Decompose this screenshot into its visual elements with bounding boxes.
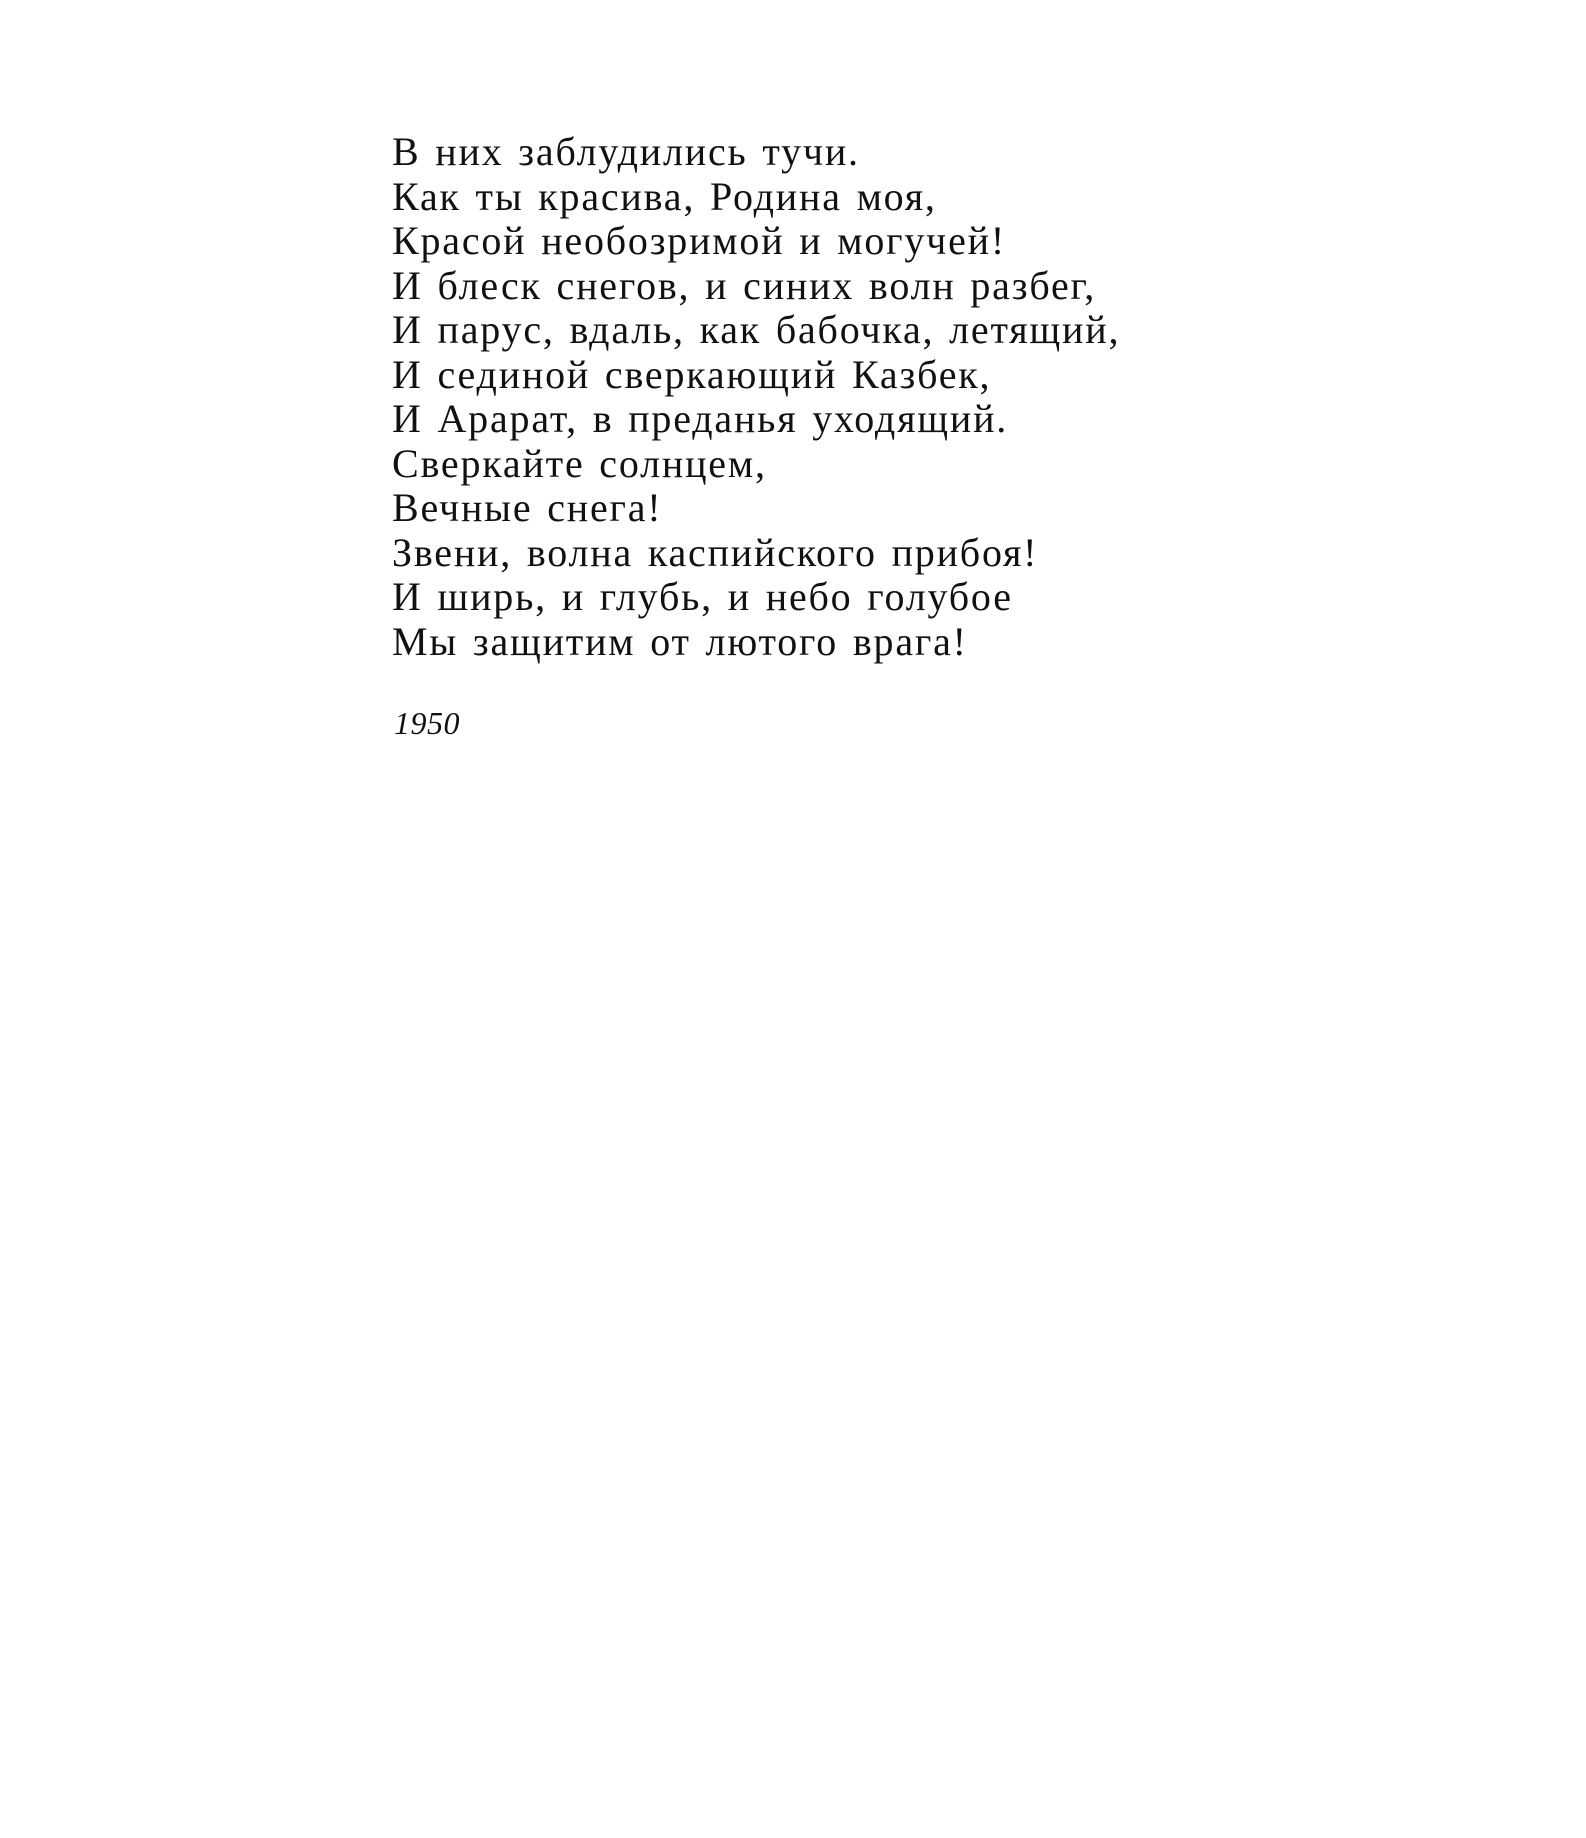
poem-line: И блеск снегов, и синих волн разбег, <box>392 262 1097 308</box>
poem-line: И ширь, и глубь, и небо голубое <box>392 574 1013 619</box>
poem-line: В них заблудились тучи. <box>392 129 860 174</box>
poem-text <box>392 130 1292 664</box>
poem-line: И сединой сверкающий Казбек, <box>392 351 992 397</box>
poem-line: Как ты красива, Родина моя, <box>392 173 937 219</box>
poem-line: Сверкайте солнцем, <box>392 440 767 486</box>
poem-line: И парус, вдаль, как бабочка, летящий, <box>392 307 1121 352</box>
poem-line: Звени, волна каспийского прибоя! <box>392 529 1039 575</box>
poem-date: 1950 <box>394 705 460 741</box>
poem-line: И Арарат, в преданья уходящий. <box>392 396 1009 441</box>
poem-line: Красой необозримой и могучей! <box>392 218 1006 263</box>
poem-line: Вечные снега! <box>392 485 663 530</box>
poem-line: Мы защитим от лютого врага! <box>392 618 968 664</box>
